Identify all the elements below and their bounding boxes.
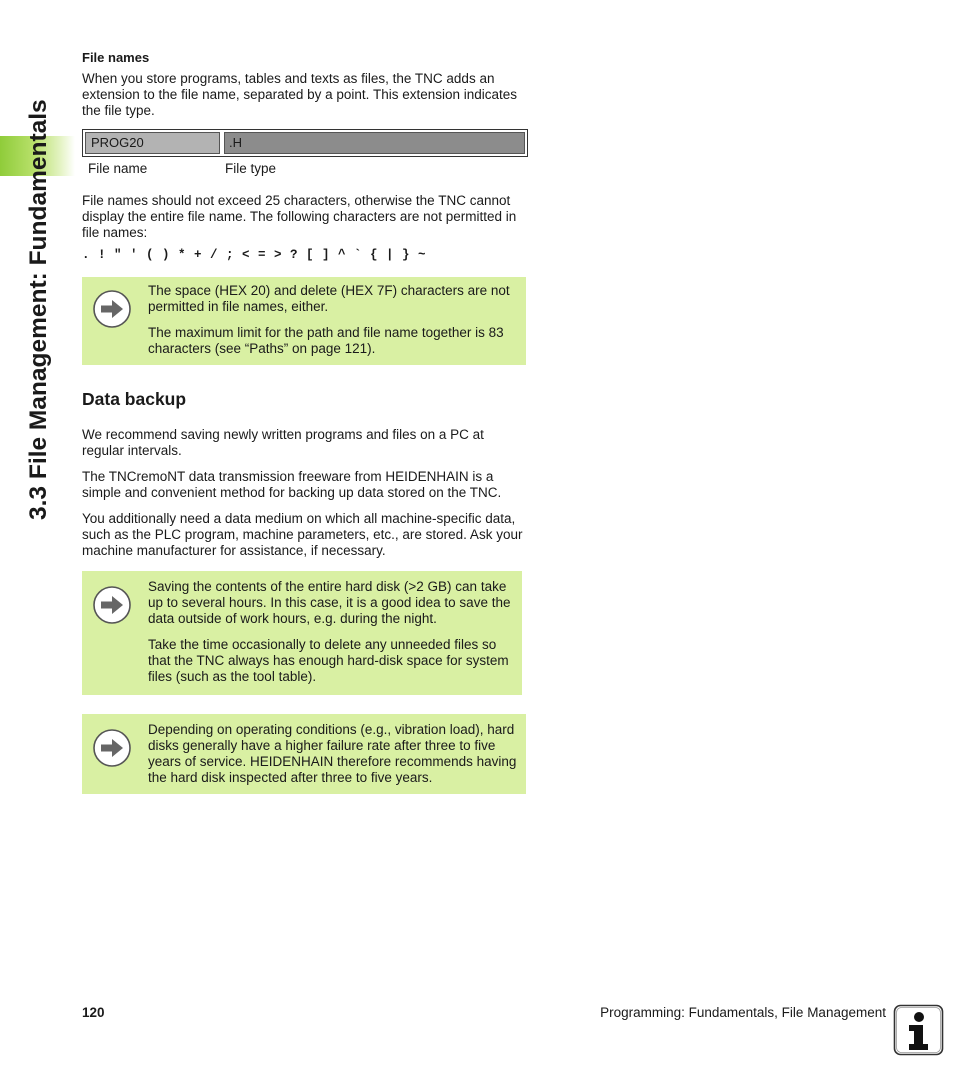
arrow-right-icon bbox=[92, 728, 132, 768]
backup-paragraph-2: The TNCremoNT data transmission freeware from HEIDENHAIN is a simple and convenient method for backing up data stored on the TNC. bbox=[82, 469, 502, 500]
filename-example-labels bbox=[82, 161, 528, 177]
footer-chapter: Programming: Fundamentals, File Management bbox=[600, 1005, 886, 1020]
file-names-limit: File names should not exceed 25 characters, otherwise the TNC cannot display the entire file name. The following characters are not permitted in file names: bbox=[82, 193, 517, 240]
note-text-backup-duration: Saving the contents of the entire hard disk (>2 GB) can take up to several hours. In this case, it is a good idea to save the data outside of work hours, e.g. during the night. bbox=[148, 579, 511, 626]
filename-example-name: PROG20 bbox=[85, 132, 220, 154]
backup-paragraph-1: We recommend saving newly written programs and files on a PC at regular intervals. bbox=[82, 427, 484, 458]
page-content bbox=[82, 50, 528, 794]
data-backup-heading: Data backup bbox=[82, 389, 187, 409]
backup-paragraph-3: You additionally need a data medium on which all machine-specific data, such as the PLC program, machine parameters, etc., are stored. Ask your machine manufacturer for assistance, if necessary. bbox=[82, 511, 523, 558]
note-text-path-limit: The maximum limit for the path and file name together is 83 characters (see “Paths” on page 121). bbox=[148, 325, 504, 356]
info-icon bbox=[893, 1004, 944, 1056]
arrow-right-icon bbox=[92, 585, 132, 625]
label-file-name: File name bbox=[88, 161, 148, 176]
forbidden-characters: . ! " ' ( ) * + / ; < = > ? [ ] ^ ` { | } ~ bbox=[82, 248, 427, 262]
filename-example bbox=[82, 129, 528, 157]
file-names-intro: When you store programs, tables and texts as files, the TNC adds an extension to the file name, separated by a point. This extension indicates the file type. bbox=[82, 71, 518, 118]
note-text-delete-files: Take the time occasionally to delete any unneeded files so that the TNC always has enough hard-disk space for system files (such as the tool table). bbox=[148, 637, 509, 684]
arrow-right-icon bbox=[92, 289, 132, 329]
note-text-space-delete: The space (HEX 20) and delete (HEX 7F) characters are not permitted in file names, either. bbox=[148, 283, 510, 314]
filename-example-type: .H bbox=[224, 132, 525, 154]
note-box-hard-disk-failure bbox=[82, 714, 526, 794]
label-file-type: File type bbox=[225, 161, 277, 176]
chapter-title: 3.3 File Management: Fundamentals bbox=[25, 99, 52, 520]
note-box-hard-disk-backup bbox=[82, 571, 522, 695]
page-number: 120 bbox=[82, 1005, 105, 1020]
file-names-heading: File names bbox=[82, 50, 150, 65]
note-box-file-names bbox=[82, 277, 526, 365]
note-text-hard-disk-failure: Depending on operating conditions (e.g., vibration load), hard disks generally have a higher failure rate after three to five years of service. HEIDENHAIN therefore recommends having the hard disk inspected after three to five years. bbox=[148, 722, 517, 785]
